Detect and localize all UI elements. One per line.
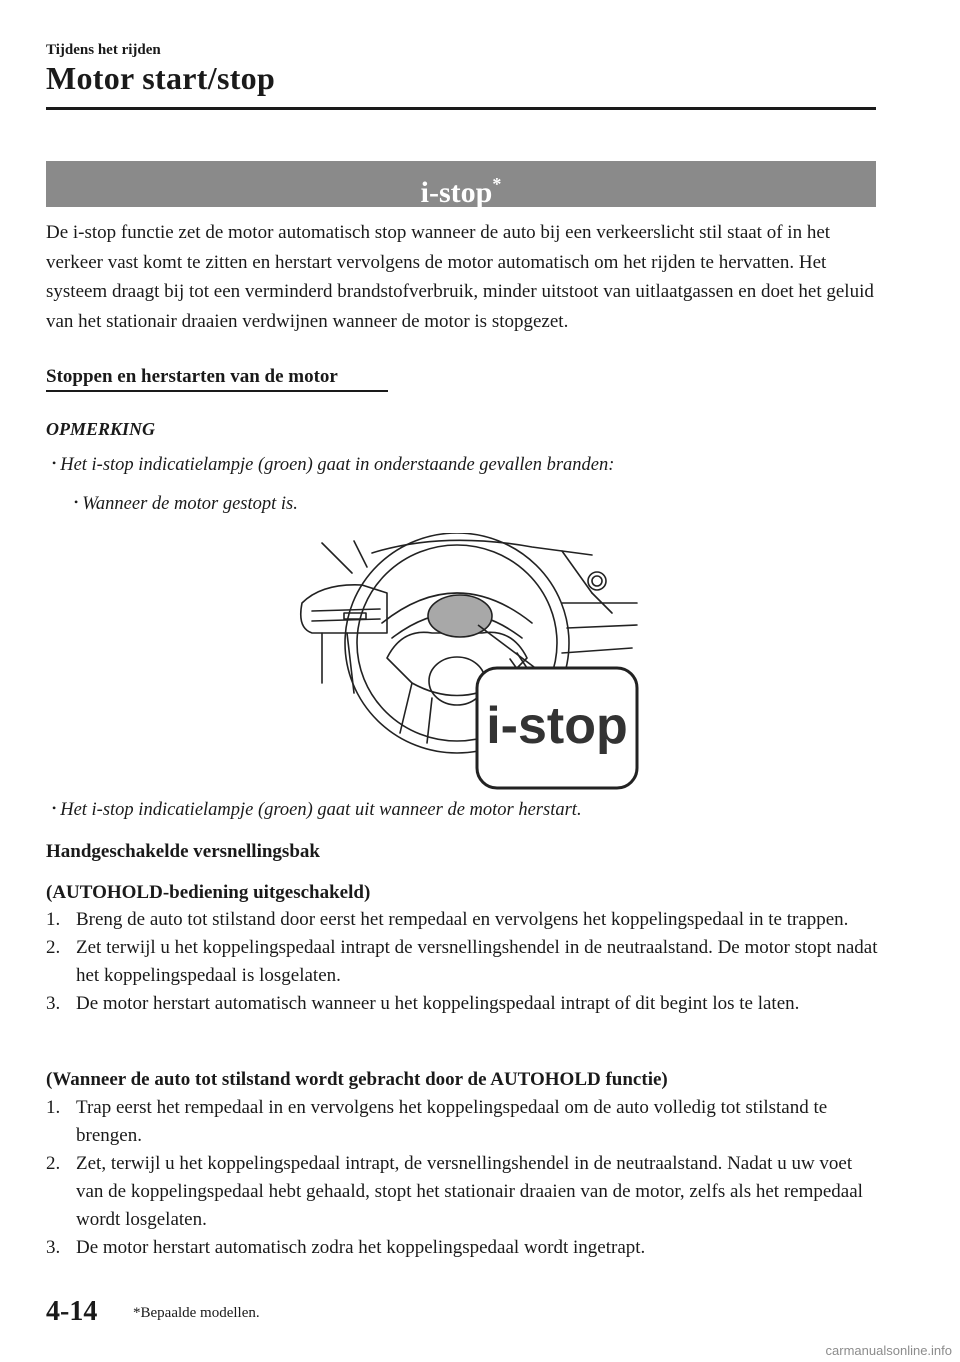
note-bullet: • Het i-stop indicatielampje (groen) gaat in onderstaande gevallen branden: (52, 455, 615, 475)
bullet-dot: • (74, 495, 79, 509)
group1-steps (46, 906, 881, 1018)
list-item: 2. Zet, terwijl u het koppelingspedaal intrapt, de versnellingshendel in de neutraalstand. Nadat u uw voet van de koppelingspedaal hebt gehaald, stopt het stationair draaien van de motor, zelfs als het rempedaal wordt losgelaten. (46, 1153, 863, 1230)
list-item: 1. Breng de auto tot stilstand door eerst het rempedaal en vervolgens het koppelingspedaal in te trappen. (46, 909, 849, 930)
watermark: carmanualsonline.info (825, 1343, 952, 1358)
group2-heading: (Wanneer de auto tot stilstand wordt gebracht door de AUTOHOLD functie) (46, 1069, 668, 1090)
section-label: Tijdens het rijden (46, 42, 161, 58)
note-title: OPMERKING (46, 419, 156, 439)
list-item: 3. De motor herstart automatisch zodra het koppelingspedaal wordt ingetrapt. (46, 1237, 646, 1258)
bullet-dot: • (52, 456, 57, 470)
list-item: 1. Trap eerst het rempedaal in en vervolgens het koppelingspedaal om de auto volledig tot stilstand te brengen. (46, 1097, 828, 1146)
subheading: Stoppen en herstarten van de motor (46, 366, 338, 387)
list-item: 2. Zet terwijl u het koppelingspedaal intrapt de versnellingshendel in de neutraalstand. De motor stopt nadat het koppelingspedaal is losgelaten. (46, 937, 878, 986)
subheading-underline (46, 390, 388, 392)
bullet-dot: • (52, 801, 57, 815)
dashboard-illustration (292, 533, 642, 793)
note-bullet: • Het i-stop indicatielampje (groen) gaat uit wanneer de motor herstart. (52, 800, 582, 820)
page-title: Motor start/stop (46, 60, 276, 96)
title-divider (46, 107, 876, 110)
manual-heading: Handgeschakelde versnellingsbak (46, 841, 320, 862)
list-item: 3. De motor herstart automatisch wanneer u het koppelingspedaal intrapt of dit begint los te laten. (46, 993, 800, 1014)
banner-title: i-stop* (420, 174, 502, 209)
footnote-marker: * (492, 174, 502, 194)
indicator-label: i-stop (486, 697, 628, 755)
group1-heading: (AUTOHOLD-bediening uitgeschakeld) (46, 882, 371, 903)
footnote: *Bepaalde modellen. (133, 1305, 260, 1321)
page-number: 4-14 (46, 1296, 98, 1327)
section-banner (46, 161, 876, 207)
note-sub-bullet: • Wanneer de motor gestopt is. (74, 494, 298, 514)
intro-paragraph: De i-stop functie zet de motor automatisch stop wanneer de auto bij een verkeerslicht stil staat of in het verkeer vast komt te zitten en herstart vervolgens de motor automatisch om het rijden te hervatten. Het systeem draagt bij tot een verminderd brandstofverbruik, minder uitstoot van uitlaatgassen en doet het geluid van het stationair draaien verdwijnen wanneer de motor is stopgezet. (46, 222, 874, 332)
group2-steps (46, 1094, 881, 1262)
